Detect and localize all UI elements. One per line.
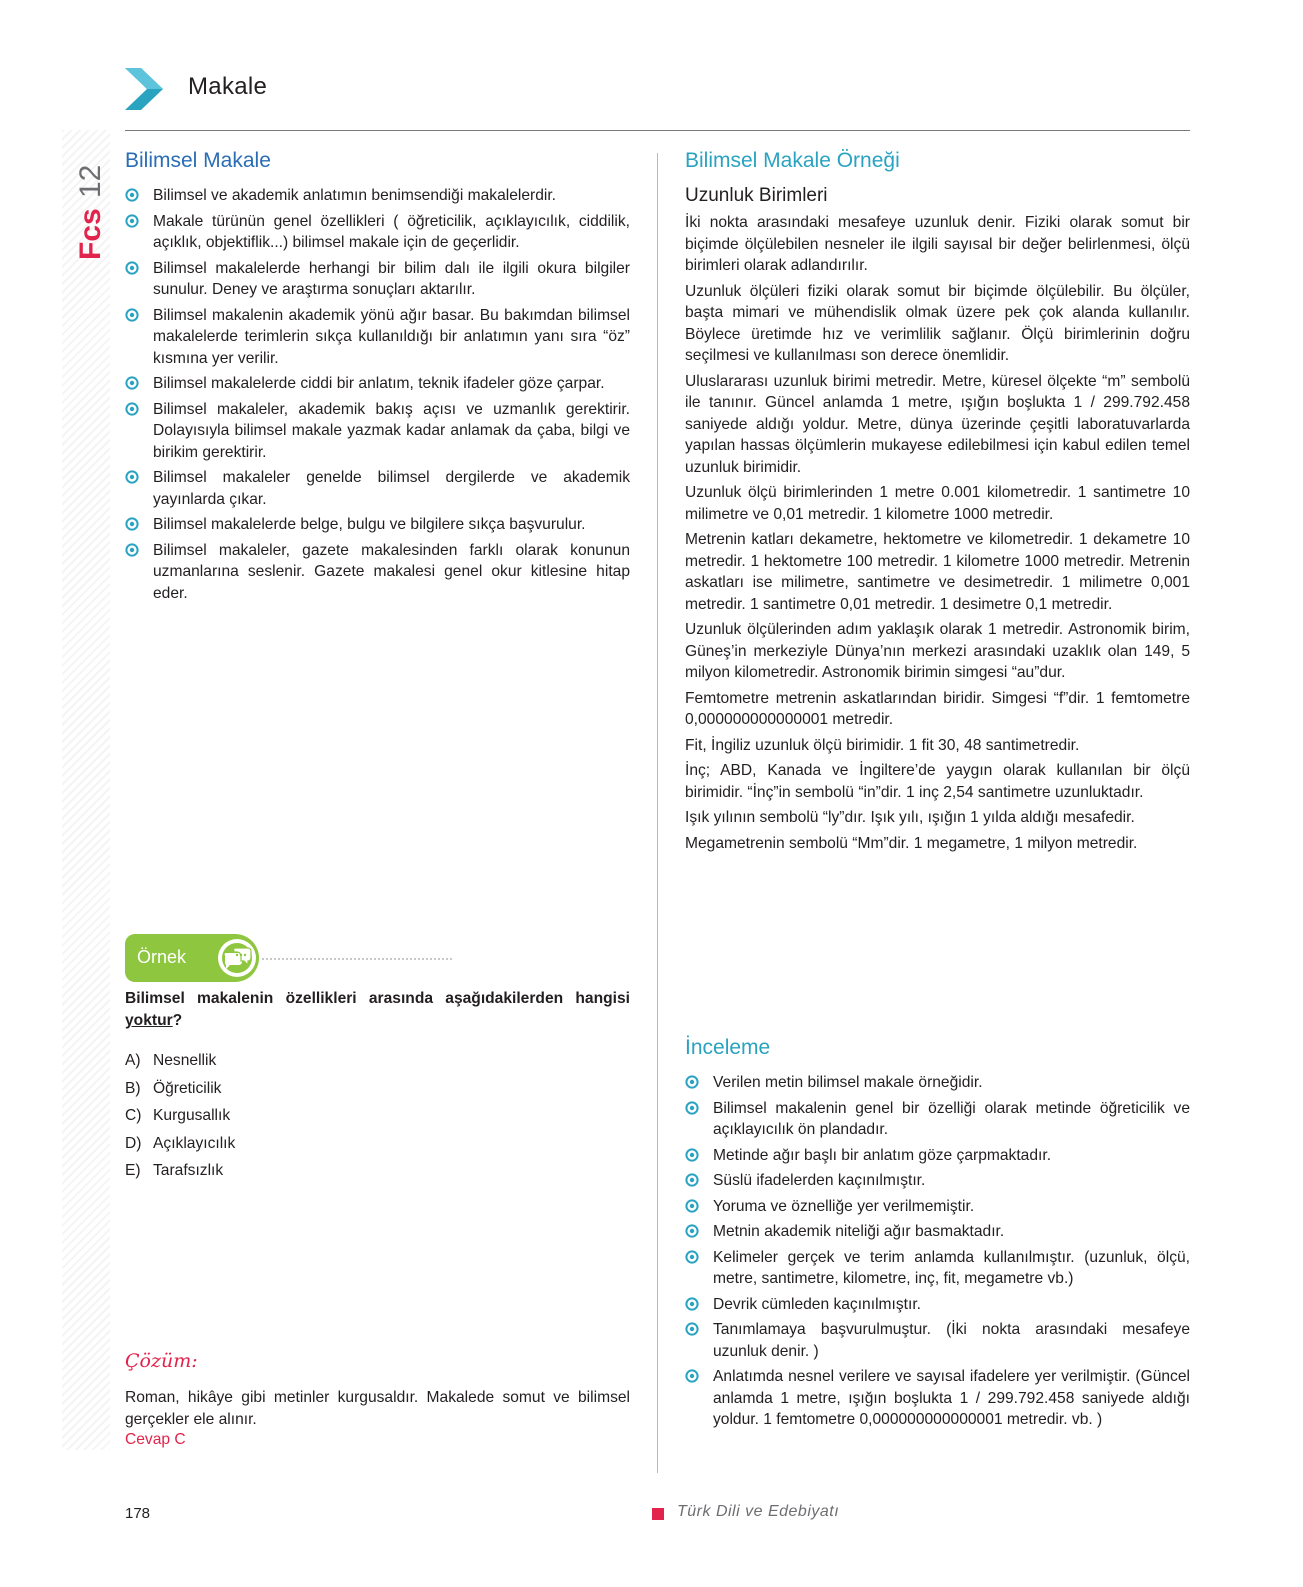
list-item: Metinde ağır başlı bir anlatım göze çarpmaktadır. [685, 1145, 1190, 1167]
list-item: Kelimeler gerçek ve terim anlamda kullanılmıştır. (uzunluk, ölçü, metre, santimetre, kilometre, inç, fit, megametre vb.) [685, 1247, 1190, 1290]
answer-option: C) Kurgusallık [125, 1107, 231, 1124]
circle-bullet-icon [125, 543, 139, 557]
circle-bullet-icon [685, 1148, 699, 1162]
speech-bubbles-icon [217, 938, 257, 978]
list-item: Bilimsel makaleler, gazete makalesinden farklı olarak konunun uzmanlarına seslenir. Gazete makalesi genel okur kitlesine hitap eder. [125, 540, 630, 605]
list-item: Devrik cümleden kaçınılmıştır. [685, 1294, 1190, 1316]
list-item: Bilimsel makalenin akademik yönü ağır basar. Bu bakımdan bilimsel makalelerde terimlerin sıkça kullanıldığı bir anlatımın yanı sıra “öz” kısmına yer verilir. [125, 305, 630, 370]
list-item: Metnin akademik niteliği ağır basmaktadır. [685, 1221, 1190, 1243]
circle-bullet-icon [685, 1322, 699, 1336]
header-rule [125, 130, 1190, 131]
list-item: Yoruma ve öznelliğe yer verilmemiştir. [685, 1196, 1190, 1218]
list-item: Süslü ifadelerden kaçınılmıştır. [685, 1170, 1190, 1192]
review-bullet-list [685, 1072, 1190, 1431]
example-question: Bilimsel makalenin özellikleri arasında aşağıdakilerden hangisi yoktur? [125, 990, 630, 1029]
circle-bullet-icon [125, 470, 139, 484]
section-title-bilimsel-makale: Bilimsel Makale [125, 149, 271, 172]
circle-bullet-icon [685, 1199, 699, 1213]
svg-text:12: 12 [74, 164, 107, 198]
article-title: Uzunluk Birimleri [685, 185, 828, 207]
list-item: Anlatımda nesnel verilere ve sayısal ifadelere yer verilmiştir. (Güncel anlamda 1 metre, ışığın boşlukta 1 / 299.792.458 saniyede aldığı yoldur. 1 femtometre 0,000000000000001 metredir. vb. ) [685, 1366, 1190, 1431]
section-title-inceleme: İnceleme [685, 1036, 771, 1059]
question-underlined-word: yoktur [125, 1012, 173, 1029]
example-badge [125, 934, 259, 982]
circle-bullet-icon [685, 1369, 699, 1383]
list-item: Verilen metin bilimsel makale örneğidir. [685, 1072, 1190, 1094]
footer-square-icon [652, 1508, 664, 1520]
article-paragraph: İki nokta arasındaki mesafeye uzunluk denir. Fiziki olarak somut bir biçimde ölçülebilen nesneler ile ilgili sayısal bir değer belirlenmesi, ölçü birimleri olarak adlandırılır. [685, 214, 1190, 275]
list-item: Bilimsel makalelerde belge, bulgu ve bilgilere sıkça başvurulur. [125, 514, 630, 536]
solution-label: Çözüm: [125, 1350, 198, 1372]
article-paragraph: Uzunluk ölçüleri fiziki olarak somut bir biçimde ölçülebilir. Bu ölçüler, başta mimari ve mühendislik olmak üzere pek çok alanda kullanılır. Böylece üretimde hız ve verimlilik sağlanır. Ölçü birimlerinin doğru seçilmesi ve kullanılması son derece önemlidir. [685, 282, 1190, 365]
list-item: Bilimsel makalenin genel bir özelliği olarak metinde öğreticilik ve açıklayıcılık ön plandadır. [685, 1098, 1190, 1141]
answer-option: B) Öğreticilik [125, 1079, 222, 1097]
svg-text:Fcs: Fcs [74, 208, 107, 260]
list-item: Bilimsel makalelerde ciddi bir anlatım, teknik ifadeler göze çarpar. [125, 373, 630, 395]
answer-option: D) Açıklayıcılık [125, 1134, 236, 1152]
article-paragraph: İnç; ABD, Kanada ve İngiltere’de yaygın olarak kullanılan bir ölçü birimidir. “İnç”in sembolü “in”dir. 1 inç 2,54 santimetre uzunluktadır. [685, 762, 1190, 801]
review-section [685, 1035, 1190, 1435]
circle-bullet-icon [125, 214, 139, 228]
article-paragraph: Uzunluk ölçülerinden adım yaklaşık olarak 1 metredir. Astronomik birim, Güneş’in merkeziyle Dünya’nın merkezi arasındaki uzaklık olan 149, 5 milyon kilometredir. Astronomik birimin simgesi “au”dur. [685, 621, 1190, 682]
example-badge-label: Örnek [137, 947, 187, 967]
list-item: Bilimsel makaleler genelde bilimsel dergilerde ve akademik yayınlarda çıkar. [125, 467, 630, 510]
solution-text: Roman, hikâye gibi metinler kurgusaldır. Makalede somut ve bilimsel gerçekler ele alınır. [125, 1389, 630, 1428]
article-paragraph: Uzunluk ölçü birimlerinden 1 metre 0.001 kilometredir. 1 santimetre 10 milimetre ve 0,01 metredir. 1 kilometre 1000 metredir. [685, 484, 1190, 523]
list-item: Makale türünün genel özellikleri ( öğreticilik, açıklayıcılık, ciddilik, açıklık, objektiflik...) bilimsel makale için de geçerlidir. [125, 211, 630, 254]
circle-bullet-icon [685, 1173, 699, 1187]
final-answer: Cevap C [125, 1431, 186, 1448]
article-paragraph: Işık yılının sembolü “ly”dır. Işık yılı, ışığın 1 yılda aldığı mesafedir. [685, 809, 1135, 827]
section-title-ornek: Bilimsel Makale Örneği [685, 149, 900, 172]
example-divider-dots [262, 958, 452, 960]
answer-option: E) Tarafsızlık [125, 1162, 224, 1179]
circle-bullet-icon [125, 376, 139, 390]
left-column [125, 148, 630, 608]
circle-bullet-icon [125, 517, 139, 531]
circle-bullet-icon [125, 308, 139, 322]
answer-options [125, 1047, 235, 1185]
circle-bullet-icon [685, 1297, 699, 1311]
article-paragraph: Metrenin katları dekametre, hektometre ve kilometredir. 1 dekametre 10 metredir. 1 hektometre 100 metredir. 1 kilometre 1000 metredir. Metrenin askatları ise milimetre, santimetre ve desimetredir. 1 milimetre 0,001 metredir. 1 santimetre 0,01 metredir. 1 desimetre 0,1 metredir. [685, 531, 1190, 613]
fcs-12-logo [69, 148, 107, 260]
circle-bullet-icon [685, 1075, 699, 1089]
circle-bullet-icon [125, 188, 139, 202]
article-paragraph: Uluslararası uzunluk birimi metredir. Metre, küresel ölçekte “m” sembolü ile tanınır. Güncel anlamda 1 metre, ışığın boşlukta 1 / 299.792.458 saniyede aldığı yoldur. Metre, dünya üzerinde çeşitli laboratuvarlarda yapılan hassas ölçümlerin mukayese edilebilmesi için kabul edilen temel uzunluk birimidir. [685, 372, 1190, 476]
article-paragraph: Femtometre metrenin askatlarından biridir. Simgesi “f”dir. 1 femtometre 0,000000000000001 metredir. [685, 689, 1190, 729]
header-title: Makale [188, 73, 268, 100]
circle-bullet-icon [685, 1101, 699, 1115]
circle-bullet-icon [685, 1224, 699, 1238]
right-column [685, 148, 1190, 858]
article-paragraph: Megametrenin sembolü “Mm”dir. 1 megametre, 1 milyon metredir. [685, 834, 1138, 852]
chevron-arrow-icon [123, 66, 167, 112]
circle-bullet-icon [125, 402, 139, 416]
list-item: Bilimsel ve akademik anlatımın benimsendiği makalelerdir. [125, 185, 630, 207]
answer-option: A) Nesnellik [125, 1052, 217, 1069]
circle-bullet-icon [685, 1250, 699, 1264]
page-number: 178 [125, 1505, 151, 1522]
article-paragraph: Fit, İngiliz uzunluk ölçü birimidir. 1 fit 30, 48 santimetredir. [685, 736, 1080, 754]
side-strip [62, 130, 110, 1450]
list-item: Bilimsel makalelerde herhangi bir bilim dalı ile ilgili okura bilgiler sunulur. Deney ve araştırma sonuçları aktarılır. [125, 258, 630, 301]
footer-book-title: Türk Dili ve Edebiyatı [677, 1503, 840, 1520]
circle-bullet-icon [125, 261, 139, 275]
left-bullet-list [125, 185, 630, 604]
column-divider [657, 153, 658, 1473]
list-item: Bilimsel makaleler, akademik bakış açısı ve uzmanlık gerektirir. Dolayısıyla bilimsel makale yazmak kadar anlamak da çaba, bilgi ve birikim gerektirir. [125, 399, 630, 464]
list-item: Tanımlamaya başvurulmuştur. (İki nokta arasındaki mesafeye uzunluk denir. ) [685, 1319, 1190, 1362]
